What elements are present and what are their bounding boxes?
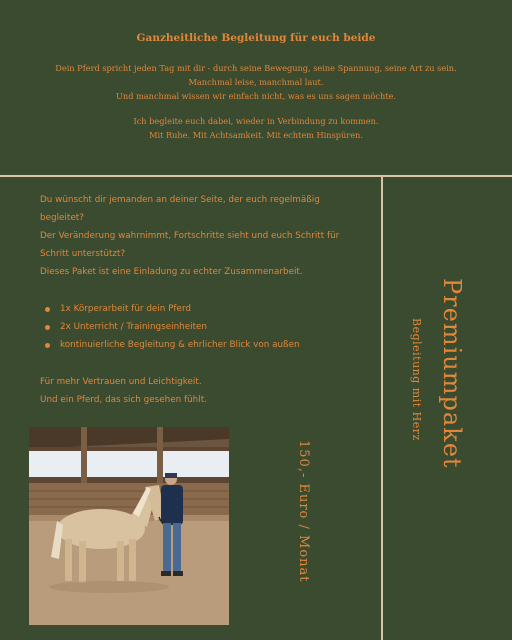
intro-line: Dein Pferd spricht jeden Tag mit dir - durch seine Bewegung, seine Spannung, seine Art zu sein.	[55, 63, 457, 73]
description-line: Der Veränderung wahrnimmt, Fortschritte sieht und euch Schritt für	[40, 231, 340, 241]
horse-photo	[29, 427, 229, 625]
header-section	[0, 0, 512, 176]
intro-line: Ich begleite euch dabei, wieder in Verbindung zu kommen.	[133, 116, 379, 126]
list-item	[44, 318, 300, 336]
package-description	[40, 191, 370, 281]
bullet-dot-icon	[45, 343, 50, 348]
description-line: Dieses Paket ist eine Einladung zu echter Zusammenarbeit.	[40, 267, 303, 277]
bullet-dot-icon	[45, 307, 50, 312]
horse-photo-illustration	[29, 427, 229, 625]
vertical-divider	[381, 176, 383, 640]
price-label: 150,- Euro / Monat	[296, 440, 311, 583]
intro-paragraph-2	[0, 114, 512, 142]
list-item	[44, 300, 300, 318]
list-item-label: kontinuierliche Begleitung & ehrlicher Blick von außen	[60, 340, 300, 350]
intro-paragraph-1	[0, 61, 512, 103]
closing-line: Für mehr Vertrauen und Leichtigkeit.	[40, 377, 202, 387]
bullet-dot-icon	[45, 325, 50, 330]
description-line: Schritt unterstützt?	[40, 249, 126, 259]
list-item	[44, 336, 300, 354]
feature-list	[44, 300, 300, 354]
closing-line: Und ein Pferd, das sich gesehen fühlt.	[40, 395, 207, 405]
page-title: Ganzheitliche Begleitung für euch beide	[136, 32, 376, 44]
description-line: begleitet?	[40, 213, 84, 223]
package-subtitle: Begleitung mit Herz	[410, 318, 423, 441]
list-item-label: 2x Unterricht / Trainingseinheiten	[60, 322, 208, 332]
package-title: Premiumpaket	[438, 278, 466, 469]
intro-line: Mit Ruhe. Mit Achtsamkeit. Mit echtem Hinspüren.	[149, 130, 363, 140]
closing-text	[40, 373, 207, 409]
description-line: Du wünscht dir jemanden an deiner Seite, der euch regelmäßig	[40, 195, 320, 205]
intro-line: Manchmal leise, manchmal laut.	[188, 77, 324, 87]
list-item-label: 1x Körperarbeit für dein Pferd	[60, 304, 191, 314]
intro-line: Und manchmal wissen wir einfach nicht, was es uns sagen möchte.	[116, 91, 396, 101]
horizontal-divider	[0, 175, 512, 177]
